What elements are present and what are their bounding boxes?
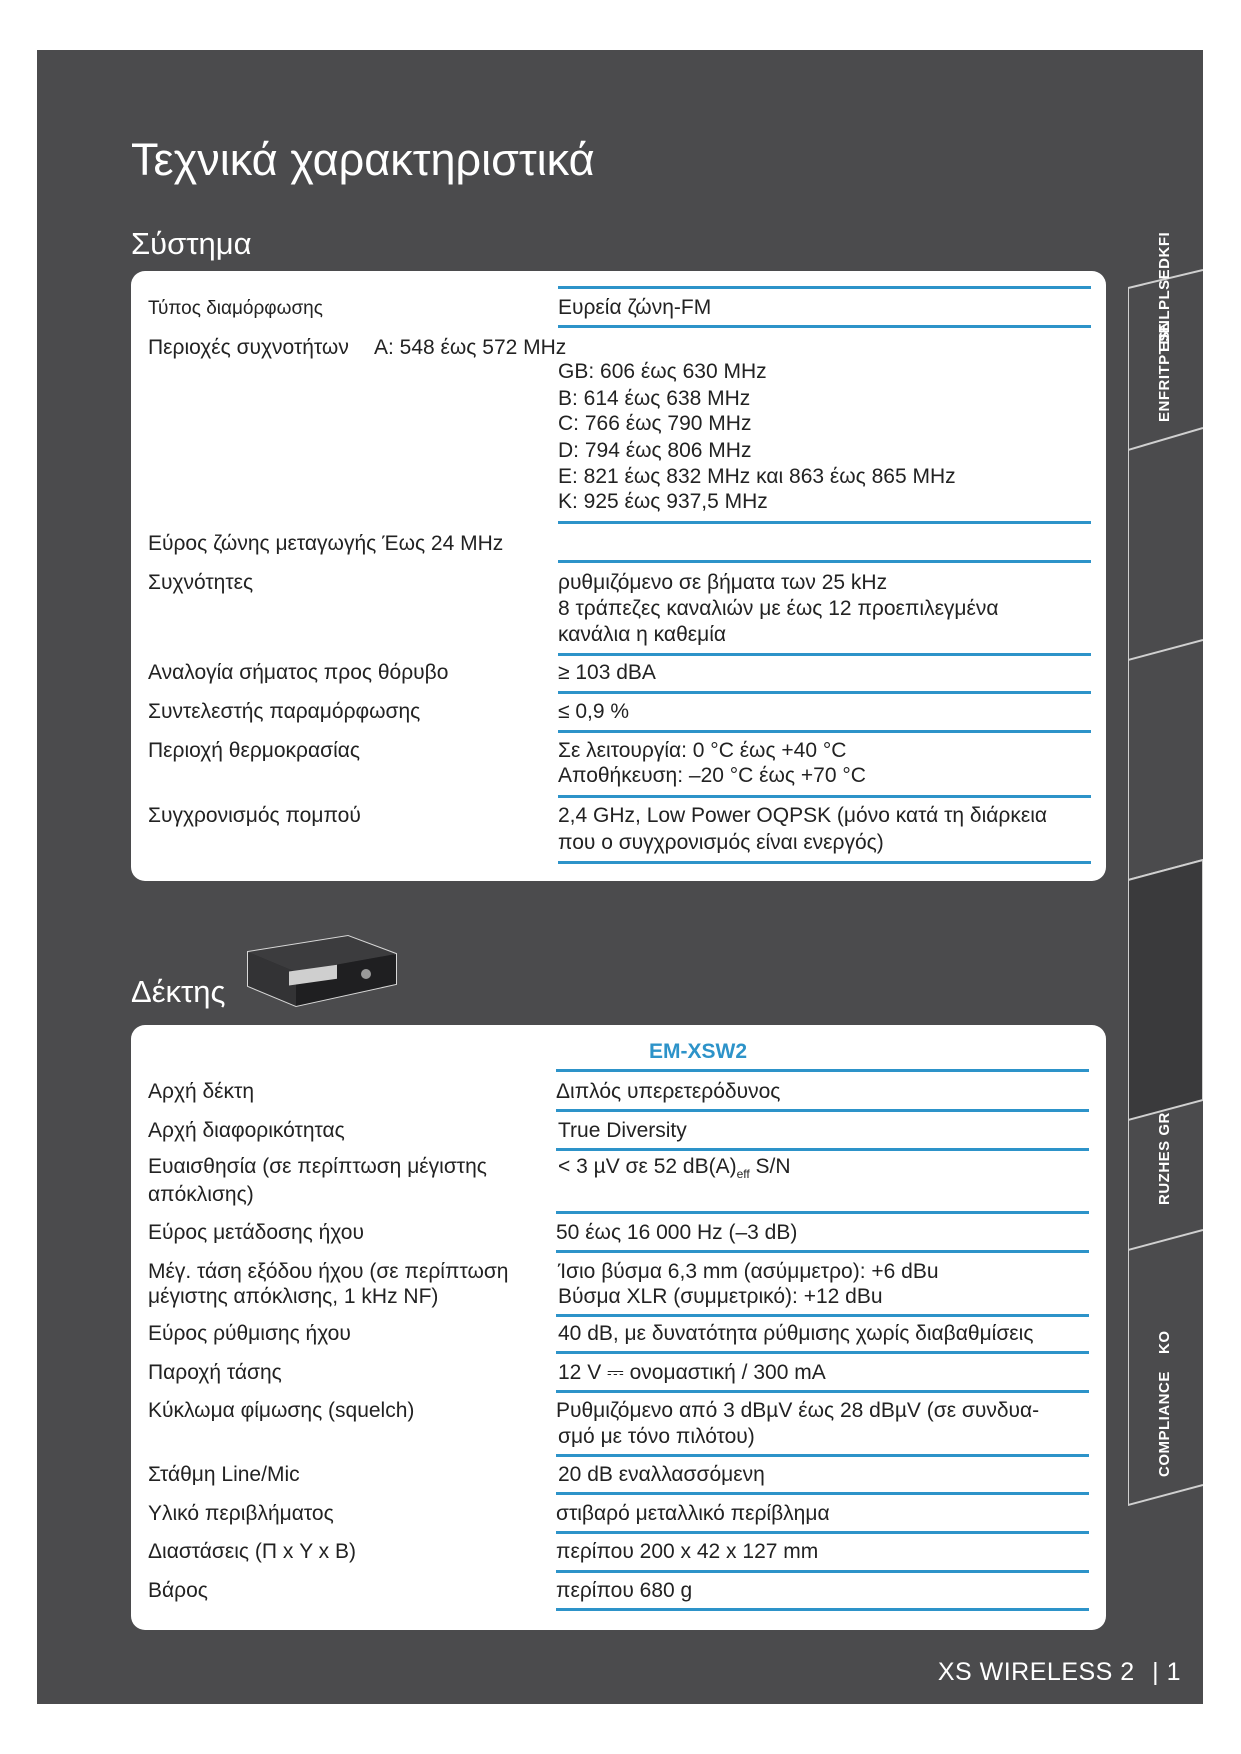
spec-label: Παροχή τάσης (148, 1361, 282, 1384)
spec-value: 50 έως 16 000 Hz (–3 dB) (556, 1221, 798, 1244)
rule (558, 653, 1091, 656)
tab-compliance[interactable]: COMPLIANCE (1156, 1371, 1173, 1477)
frequency-ranges-label: Περιοχές συχνοτήτων (148, 336, 349, 359)
rule (558, 286, 1091, 289)
rule (556, 1314, 1089, 1317)
spec-value: Διπλός υπερετερόδυνος (556, 1080, 781, 1103)
tab-language-group-1[interactable]: ENFRITPTDE (1156, 322, 1173, 422)
receiver-heading: Δέκτης (131, 974, 226, 1009)
frequency-range-item: B: 614 έως 638 MHz (558, 387, 751, 410)
thd-label: Συντελεστής παραμόρφωσης (148, 700, 421, 723)
spec-label: Αρχή διαφορικότητας (148, 1119, 345, 1142)
temperature-label: Περιοχή θερμοκρασίας (148, 739, 361, 762)
rule (556, 1454, 1089, 1457)
spec-label: απόκλισης) (148, 1183, 254, 1206)
spec-label: Κύκλωμα φίμωσης (squelch) (148, 1399, 415, 1422)
sensitivity-tail: S/N (749, 1155, 791, 1178)
frequency-range-item: D: 794 έως 806 MHz (558, 439, 752, 462)
spec-label: Βάρος (148, 1579, 208, 1602)
spec-label: Εύρος μετάδοσης ήχου (148, 1221, 364, 1244)
rule (556, 1390, 1089, 1393)
spec-label: Αρχή δέκτη (148, 1080, 255, 1103)
frequencies-line: κανάλια η καθεμία (558, 623, 727, 646)
spec-label: μέγιστης απόκλισης, 1 kHz NF) (148, 1285, 439, 1308)
tab-language-group-gr[interactable]: RUZHES GR (1156, 1112, 1173, 1205)
language-tabs (1128, 240, 1203, 1510)
frequency-range-a: A: 548 έως 572 MHz (374, 336, 567, 359)
spec-label: Στάθμη Line/Mic (148, 1463, 300, 1486)
rule (556, 1570, 1089, 1573)
temperature-line: Σε λειτουργία: 0 °C έως +40 °C (558, 739, 847, 762)
spec-value: σμό με τόνο πιλότου) (558, 1425, 755, 1448)
frequency-range-item: E: 821 έως 832 MHz και 863 έως 865 MHz (558, 465, 956, 488)
rule (558, 521, 1091, 524)
system-heading: Σύστημα (131, 226, 252, 261)
receiver-card (131, 1025, 1106, 1630)
spec-value: 20 dB εναλλασσόμενη (558, 1463, 765, 1486)
rule (556, 1211, 1089, 1214)
tab-language-ko[interactable]: KO (1156, 1330, 1173, 1354)
modulation-value: Ευρεία ζώνη-FM (558, 296, 712, 319)
spec-value: Βύσμα XLR (συμμετρικό): +12 dBu (558, 1285, 883, 1308)
rule (556, 1148, 1089, 1151)
spec-value: στιβαρό μεταλλικό περίβλημα (556, 1502, 830, 1525)
spec-label: Μέγ. τάση εξόδου ήχου (σε περίπτωση (148, 1260, 509, 1283)
frequencies-label: Συχνότητες (148, 571, 254, 594)
rule (556, 1531, 1089, 1534)
rule (558, 325, 1091, 328)
system-card (131, 271, 1106, 881)
page-number: | 1 (1152, 1658, 1181, 1686)
rule (556, 1069, 1089, 1072)
spec-value: True Diversity (558, 1119, 687, 1142)
frequency-range-item: K: 925 έως 937,5 MHz (558, 490, 768, 513)
snr-value: ≥ 103 dBA (558, 661, 656, 684)
rule (558, 861, 1091, 864)
rule (558, 560, 1091, 563)
page-title: Τεχνικά χαρακτηριστικά (131, 134, 595, 185)
model-name: EM-XSW2 (649, 1040, 748, 1063)
spec-value: περίπου 680 g (556, 1579, 693, 1602)
frequencies-line: ρυθμιζόμενο σε βήματα των 25 kHz (558, 571, 888, 594)
snr-label: Αναλογία σήματος προς θόρυβο (148, 661, 449, 684)
rule (556, 1109, 1089, 1112)
frequencies-line: 8 τράπεζες καναλιών με έως 12 προεπιλεγμένα (558, 597, 999, 620)
spec-value: 12 V ⎓ ονομαστική / 300 mA (558, 1361, 826, 1384)
sync-label: Συγχρονισμός πομπού (148, 804, 361, 827)
rule (556, 1250, 1089, 1253)
rule (556, 1351, 1089, 1354)
sensitivity-value (558, 1154, 791, 1187)
switching-bandwidth-value: Έως 24 MHz (382, 532, 504, 555)
rule (556, 1492, 1089, 1495)
footer-title: XS WIRELESS 2 (937, 1658, 1135, 1686)
rule (558, 795, 1091, 798)
sensitivity-sub: eff (736, 1167, 750, 1182)
spec-value: 40 dB, με δυνατότητα ρύθμισης χωρίς διαβαθμίσεις (558, 1322, 1034, 1345)
frequency-range-item: GB: 606 έως 630 MHz (558, 360, 767, 383)
footer (938, 1658, 1181, 1687)
spec-label: Διαστάσεις (Π x Υ x Β) (148, 1540, 357, 1563)
rule (558, 730, 1091, 733)
rule (558, 691, 1091, 694)
spec-value: περίπου 200 x 42 x 127 mm (556, 1540, 819, 1563)
modulation-label: Τύπος διαμόρφωσης (148, 298, 323, 319)
receiver-device-image (236, 934, 400, 1008)
thd-value: ≤ 0,9 % (558, 700, 630, 723)
spec-value: Ρυθμιζόμενο από 3 dBµV έως 28 dBµV (σε συνδυα- (556, 1399, 1040, 1422)
spec-label: Υλικό περιβλήματος (148, 1502, 334, 1525)
temperature-line: Αποθήκευση: –20 °C έως +70 °C (558, 764, 866, 787)
sync-line: 2,4 GHz, Low Power OQPSK (μόνο κατά τη διάρκεια (558, 804, 1047, 827)
switching-bandwidth-row (148, 531, 558, 557)
spec-value: Ίσιο βύσμα 6,3 mm (ασύμμετρο): +6 dBu (558, 1260, 939, 1283)
spec-label: Εύρος ρύθμισης ήχου (148, 1322, 351, 1345)
sensitivity-main: < 3 µV σε 52 dB(A) (558, 1155, 737, 1178)
rule (556, 1608, 1089, 1611)
sync-line: που ο συγχρονισμός είναι ενεργός) (558, 831, 884, 854)
switching-bandwidth-label: Εύρος ζώνης μεταγωγής (148, 532, 377, 555)
frequency-range-item: C: 766 έως 790 MHz (558, 412, 752, 435)
tab-language-group-1-overlap[interactable]: ESNLPLSEDKFI (1156, 231, 1173, 352)
spec-label: Ευαισθησία (σε περίπτωση μέγιστης (148, 1155, 487, 1178)
